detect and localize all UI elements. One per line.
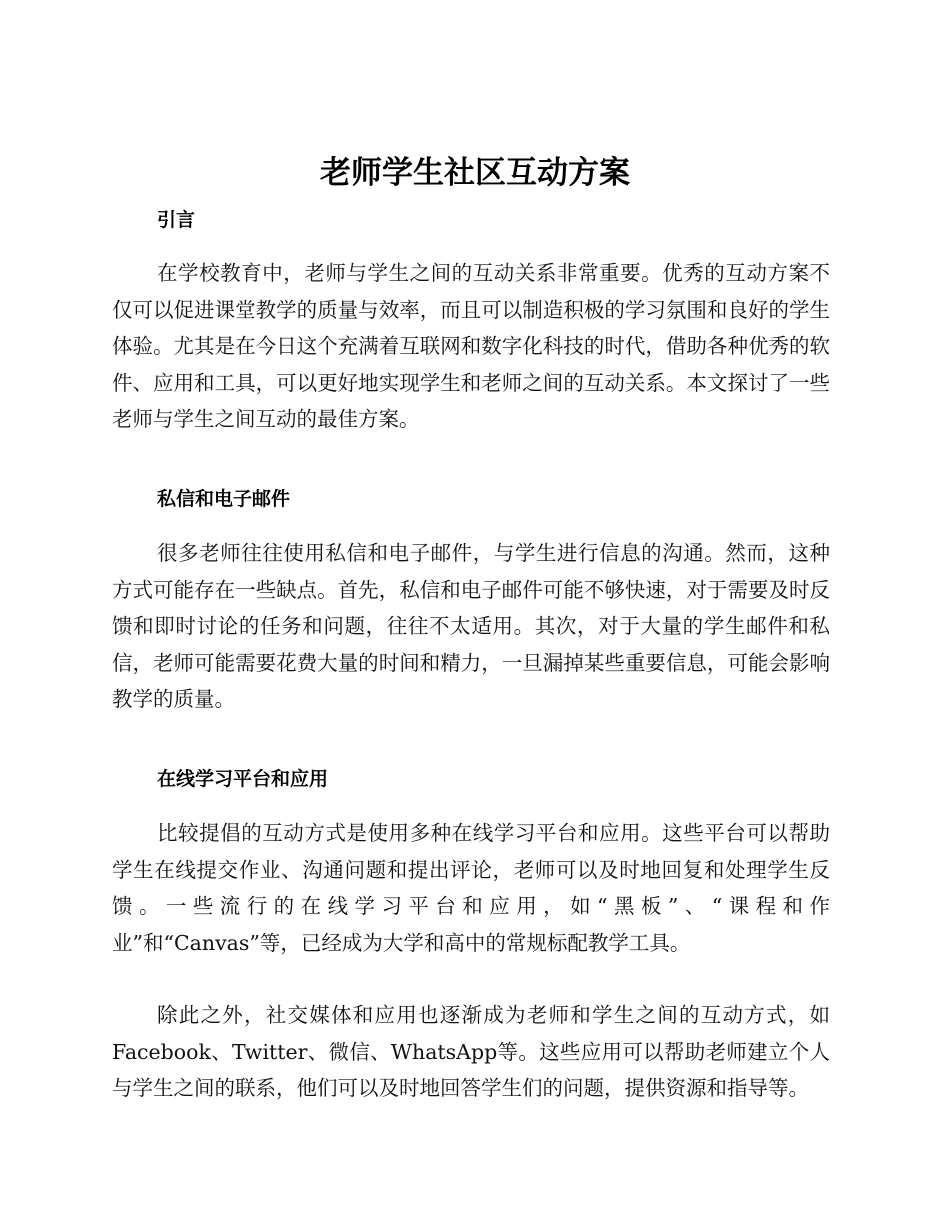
section-heading-intro: 引言: [157, 209, 196, 231]
paragraph-intro: 在学校教育中，老师与学生之间的互动关系非常重要。优秀的互动方案不仅可以促进课堂教学的质量与效率，而且可以制造积极的学习氛围和良好的学生体验。尤其是在今日这个充满着互联网和数字化科技的时代，借助各种优秀的软件、应用和工具，可以更好地实现学生和老师之间的互动关系。本文探讨了一些老师与学生之间互动的最佳方案。: [112, 261, 830, 432]
paragraph-social-media: 除此之外，社交媒体和应用也逐渐成为老师和学生之间的互动方式，如Facebook、Twitter、微信、WhatsApp等。这些应用可以帮助老师建立个人与学生之间的联系，他们可以及时地回答学生们的问题，提供资源和指导等。: [112, 1003, 830, 1101]
section-heading-email: 私信和电子邮件: [157, 488, 291, 510]
paragraph-email: 很多老师往往使用私信和电子邮件，与学生进行信息的沟通。然而，这种方式可能存在一些缺点。首先，私信和电子邮件可能不够快速，对于需要及时反馈和即时讨论的任务和问题，往往不太适用。其次，对于大量的学生邮件和私信，老师可能需要花费大量的时间和精力，一旦漏掉某些重要信息，可能会影响教学的质量。: [112, 541, 830, 712]
section-heading-online-platforms: 在线学习平台和应用: [157, 768, 329, 790]
paragraph-online-platforms: 比较提倡的互动方式是使用多种在线学习平台和应用。这些平台可以帮助学生在线提交作业、沟通问题和提出评论，老师可以及时地回复和处理学生反馈。一些流行的在线学习平台和应用，如“黑板”、“课程和作业”和“Canvas”等，已经成为大学和高中的常规标配教学工具。: [112, 821, 830, 955]
document-title: 老师学生社区互动方案: [320, 155, 630, 191]
